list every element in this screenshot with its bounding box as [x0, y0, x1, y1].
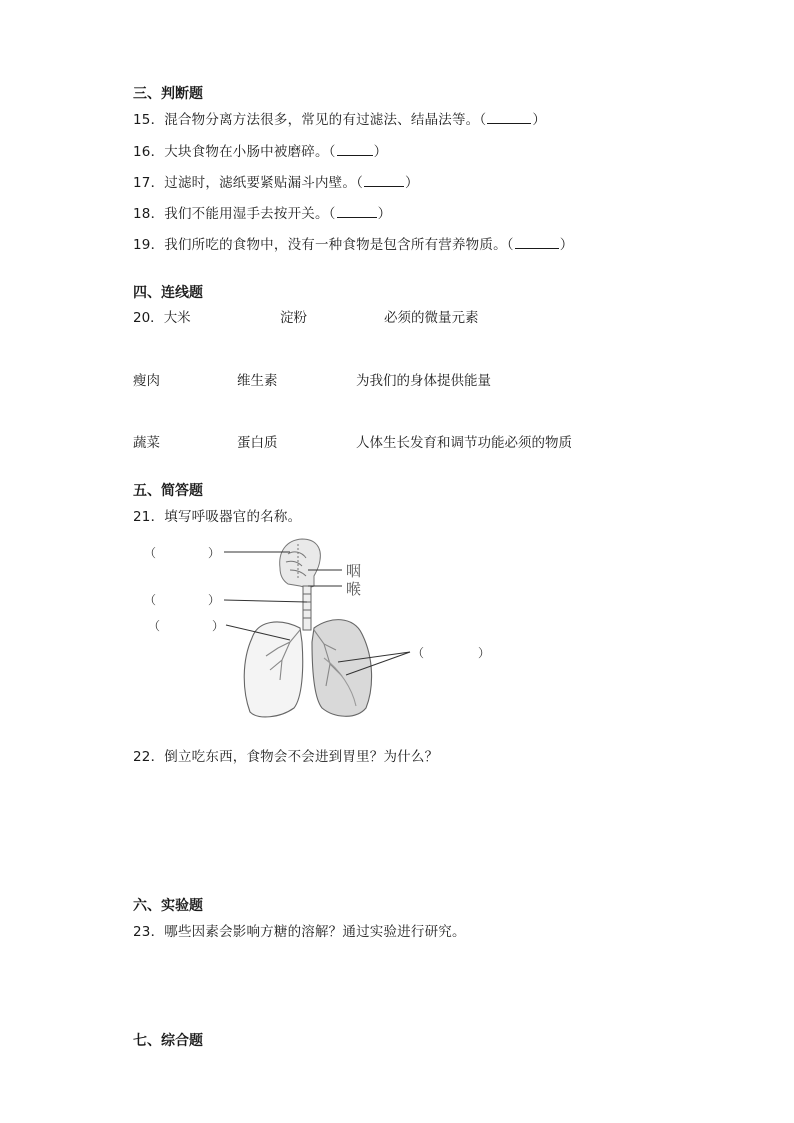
section-4-title: 四、连线题 [133, 285, 203, 301]
label-blank-1[interactable] [144, 544, 220, 561]
section-3-title: 三、判断题 [133, 86, 203, 102]
label-larynx: 喉 [346, 580, 362, 598]
answer-blank-19[interactable] [515, 236, 559, 249]
head-illustration [280, 539, 321, 588]
nutrient-vitamin[interactable]: 维生素 [237, 373, 278, 389]
answer-blank-17[interactable] [364, 174, 404, 187]
question-20-number: 20． [133, 310, 164, 326]
food-lean-meat[interactable]: 瘦肉 [133, 373, 160, 389]
question-16-close: ） [373, 144, 388, 160]
question-19-close: ） [559, 237, 574, 253]
nutrient-starch[interactable]: 淀粉 [280, 310, 307, 326]
question-18-text: 18．我们不能用湿手去按开关。（ [133, 206, 336, 222]
label-blank-2[interactable] [144, 591, 220, 608]
food-rice[interactable]: 大米 [163, 310, 191, 326]
open-paren: （ [148, 619, 161, 633]
open-paren: （ [412, 646, 425, 660]
answer-blank-15[interactable] [487, 111, 531, 124]
question-18-close: ） [377, 206, 392, 222]
close-paren: ） [208, 593, 221, 607]
question-18 [133, 202, 391, 222]
label-blank-3[interactable] [148, 617, 224, 634]
section-7-title: 七、综合题 [133, 1033, 203, 1049]
question-19-text: 19．我们所吃的食物中，没有一种食物是包含所有营养物质。（ [133, 237, 514, 253]
open-paren: （ [144, 546, 157, 560]
question-17-text: 17．过滤时，滤纸要紧贴漏斗内壁。（ [133, 175, 364, 191]
question-19 [133, 233, 573, 253]
function-energy[interactable]: 为我们的身体提供能量 [356, 373, 491, 389]
question-17 [133, 171, 419, 191]
function-trace-elements[interactable]: 必须的微量元素 [384, 310, 479, 326]
question-21: 21．填写呼吸器官的名称。 [133, 509, 302, 525]
section-6-title: 六、实验题 [133, 898, 203, 914]
question-15 [133, 108, 546, 128]
answer-blank-18[interactable] [337, 205, 377, 218]
question-16 [133, 140, 387, 160]
answer-blank-16[interactable] [337, 143, 373, 156]
question-22: 22．倒立吃东西，食物会不会进到胃里？为什么？ [133, 749, 439, 765]
question-15-close: ） [532, 112, 547, 128]
function-growth-regulation[interactable]: 人体生长发育和调节功能必须的物质 [356, 435, 572, 451]
question-23: 23．哪些因素会影响方糖的溶解？通过实验进行研究。 [133, 924, 466, 940]
question-15-text: 15．混合物分离方法很多，常见的有过滤法、结晶法等。（ [133, 112, 487, 128]
label-pharynx: 咽 [346, 562, 362, 580]
question-16-text: 16．大块食物在小肠中被磨碎。（ [133, 144, 336, 160]
close-paren: ） [208, 546, 221, 560]
trachea-illustration [303, 586, 311, 630]
close-paren: ） [212, 619, 225, 633]
nutrient-protein[interactable]: 蛋白质 [237, 435, 278, 451]
matching-food-1 [133, 306, 191, 326]
section-5-title: 五、简答题 [133, 483, 203, 499]
open-paren: （ [144, 593, 157, 607]
food-vegetables[interactable]: 蔬菜 [133, 435, 160, 451]
close-paren: ） [478, 646, 491, 660]
label-blank-4[interactable] [412, 644, 490, 661]
question-17-close: ） [405, 175, 419, 191]
